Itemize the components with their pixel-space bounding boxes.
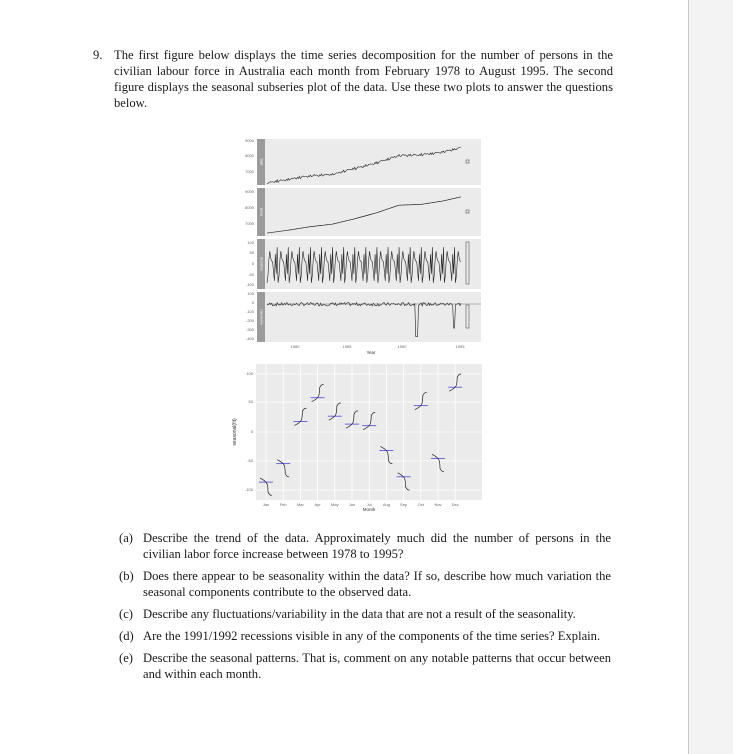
seasonal-tick-100: 100 <box>247 240 254 245</box>
part-b-label: (b) <box>119 569 134 583</box>
part-c-label: (c) <box>119 607 133 621</box>
remainder-tick-100: 100 <box>247 291 254 296</box>
panel-label-trend: trend <box>259 208 264 216</box>
month-tick-dec: Dec <box>451 502 459 507</box>
part-a-text: Describe the trend of the data. Approximately much did the number of persons in the civilian labor force increase between 1978 to 1995? <box>143 531 611 561</box>
data-tick-9000: 9000 <box>245 138 254 143</box>
x-tick-1990: 1990 <box>397 344 407 349</box>
remainder-tick-m100: -100 <box>245 309 254 314</box>
month-tick-jan: Jan <box>262 502 270 507</box>
part-a-label: (a) <box>119 531 133 545</box>
subseries-x-label: Month <box>362 507 376 512</box>
data-panel <box>257 139 481 185</box>
remainder-panel <box>257 292 481 342</box>
month-tick-feb: Feb <box>279 502 287 507</box>
remainder-tick-0: 0 <box>251 300 254 305</box>
trend-panel <box>257 188 481 236</box>
sub-questions <box>119 530 611 688</box>
part-d <box>119 628 611 644</box>
remainder-tick-m200: -200 <box>245 318 254 323</box>
part-b <box>119 568 611 600</box>
part-e-text: Describe the seasonal patterns. That is, comment on any notable patterns that occur between and within each month. <box>143 651 611 681</box>
part-a <box>119 530 611 562</box>
month-tick-may: May <box>331 502 339 507</box>
subseries-tick-0: 0 <box>250 429 253 434</box>
part-c-text: Describe any fluctuations/variability in the data that are not a result of the seasonality. <box>143 607 576 621</box>
decomposition-figure <box>225 133 485 355</box>
month-tick-oct: Oct <box>417 502 424 507</box>
month-tick-sep: Sep <box>400 502 408 507</box>
part-e <box>119 650 611 682</box>
subseries-tick-m100: -100 <box>244 487 253 492</box>
panel-label-data: data <box>259 158 264 166</box>
month-tick-jul: Jul <box>366 502 372 507</box>
panel-label-seasonal: seasonal <box>259 256 264 272</box>
part-d-text: Are the 1991/1992 recessions visible in any of the components of the time series? Explain. <box>143 629 601 643</box>
x-tick-1980: 1980 <box>290 344 300 349</box>
month-tick-nov: Nov <box>434 502 442 507</box>
seasonal-tick-m50: -50 <box>248 272 254 277</box>
data-tick-7000: 7000 <box>245 169 254 174</box>
x-tick-1985: 1985 <box>342 344 352 349</box>
question-text: The first figure below displays the time series decomposition for the number of persons in the civilian labour force in Australia each month from February 1978 to August 1995. The second figure displays the seasonal subseries plot of the data. Use these two plots to answer the questions below. <box>114 48 613 110</box>
month-tick-aug: Aug <box>382 502 390 507</box>
month-tick-mar: Mar <box>296 502 304 507</box>
x-tick-1995: 1995 <box>455 344 465 349</box>
subseries-y-label: seasonal(fit) <box>232 418 238 446</box>
question-number: 9. <box>93 48 103 62</box>
part-b-text: Does there appear to be seasonality within the data? If so, describe how much variation the seasonal components contribute to the observed data. <box>143 569 611 599</box>
remainder-tick-m400: -400 <box>245 336 254 341</box>
side-panel <box>688 0 733 754</box>
remainder-tick-m300: -300 <box>245 327 254 332</box>
panel-label-remainder: remainder <box>259 309 264 325</box>
subseries-tick-50: 50 <box>248 399 253 404</box>
seasonal-tick-m100: -100 <box>245 282 254 287</box>
seasonal-tick-0: 0 <box>251 261 254 266</box>
trend-tick-8000: 8000 <box>245 205 254 210</box>
x-axis-label: Year <box>366 350 376 355</box>
part-e-label: (e) <box>119 651 133 665</box>
seasonal-tick-50: 50 <box>249 250 254 255</box>
month-tick-apr: Apr <box>314 502 321 507</box>
trend-tick-9000: 9000 <box>245 189 254 194</box>
subseries-tick-100: 100 <box>246 371 253 376</box>
part-c <box>119 606 611 622</box>
question-9 <box>93 47 613 111</box>
trend-tick-7000: 7000 <box>245 221 254 226</box>
month-tick-jun: Jun <box>348 502 356 507</box>
seasonal-subseries-figure <box>226 360 486 512</box>
subseries-tick-m50: -50 <box>247 458 253 463</box>
part-d-label: (d) <box>119 629 134 643</box>
data-tick-8000: 8000 <box>245 153 254 158</box>
